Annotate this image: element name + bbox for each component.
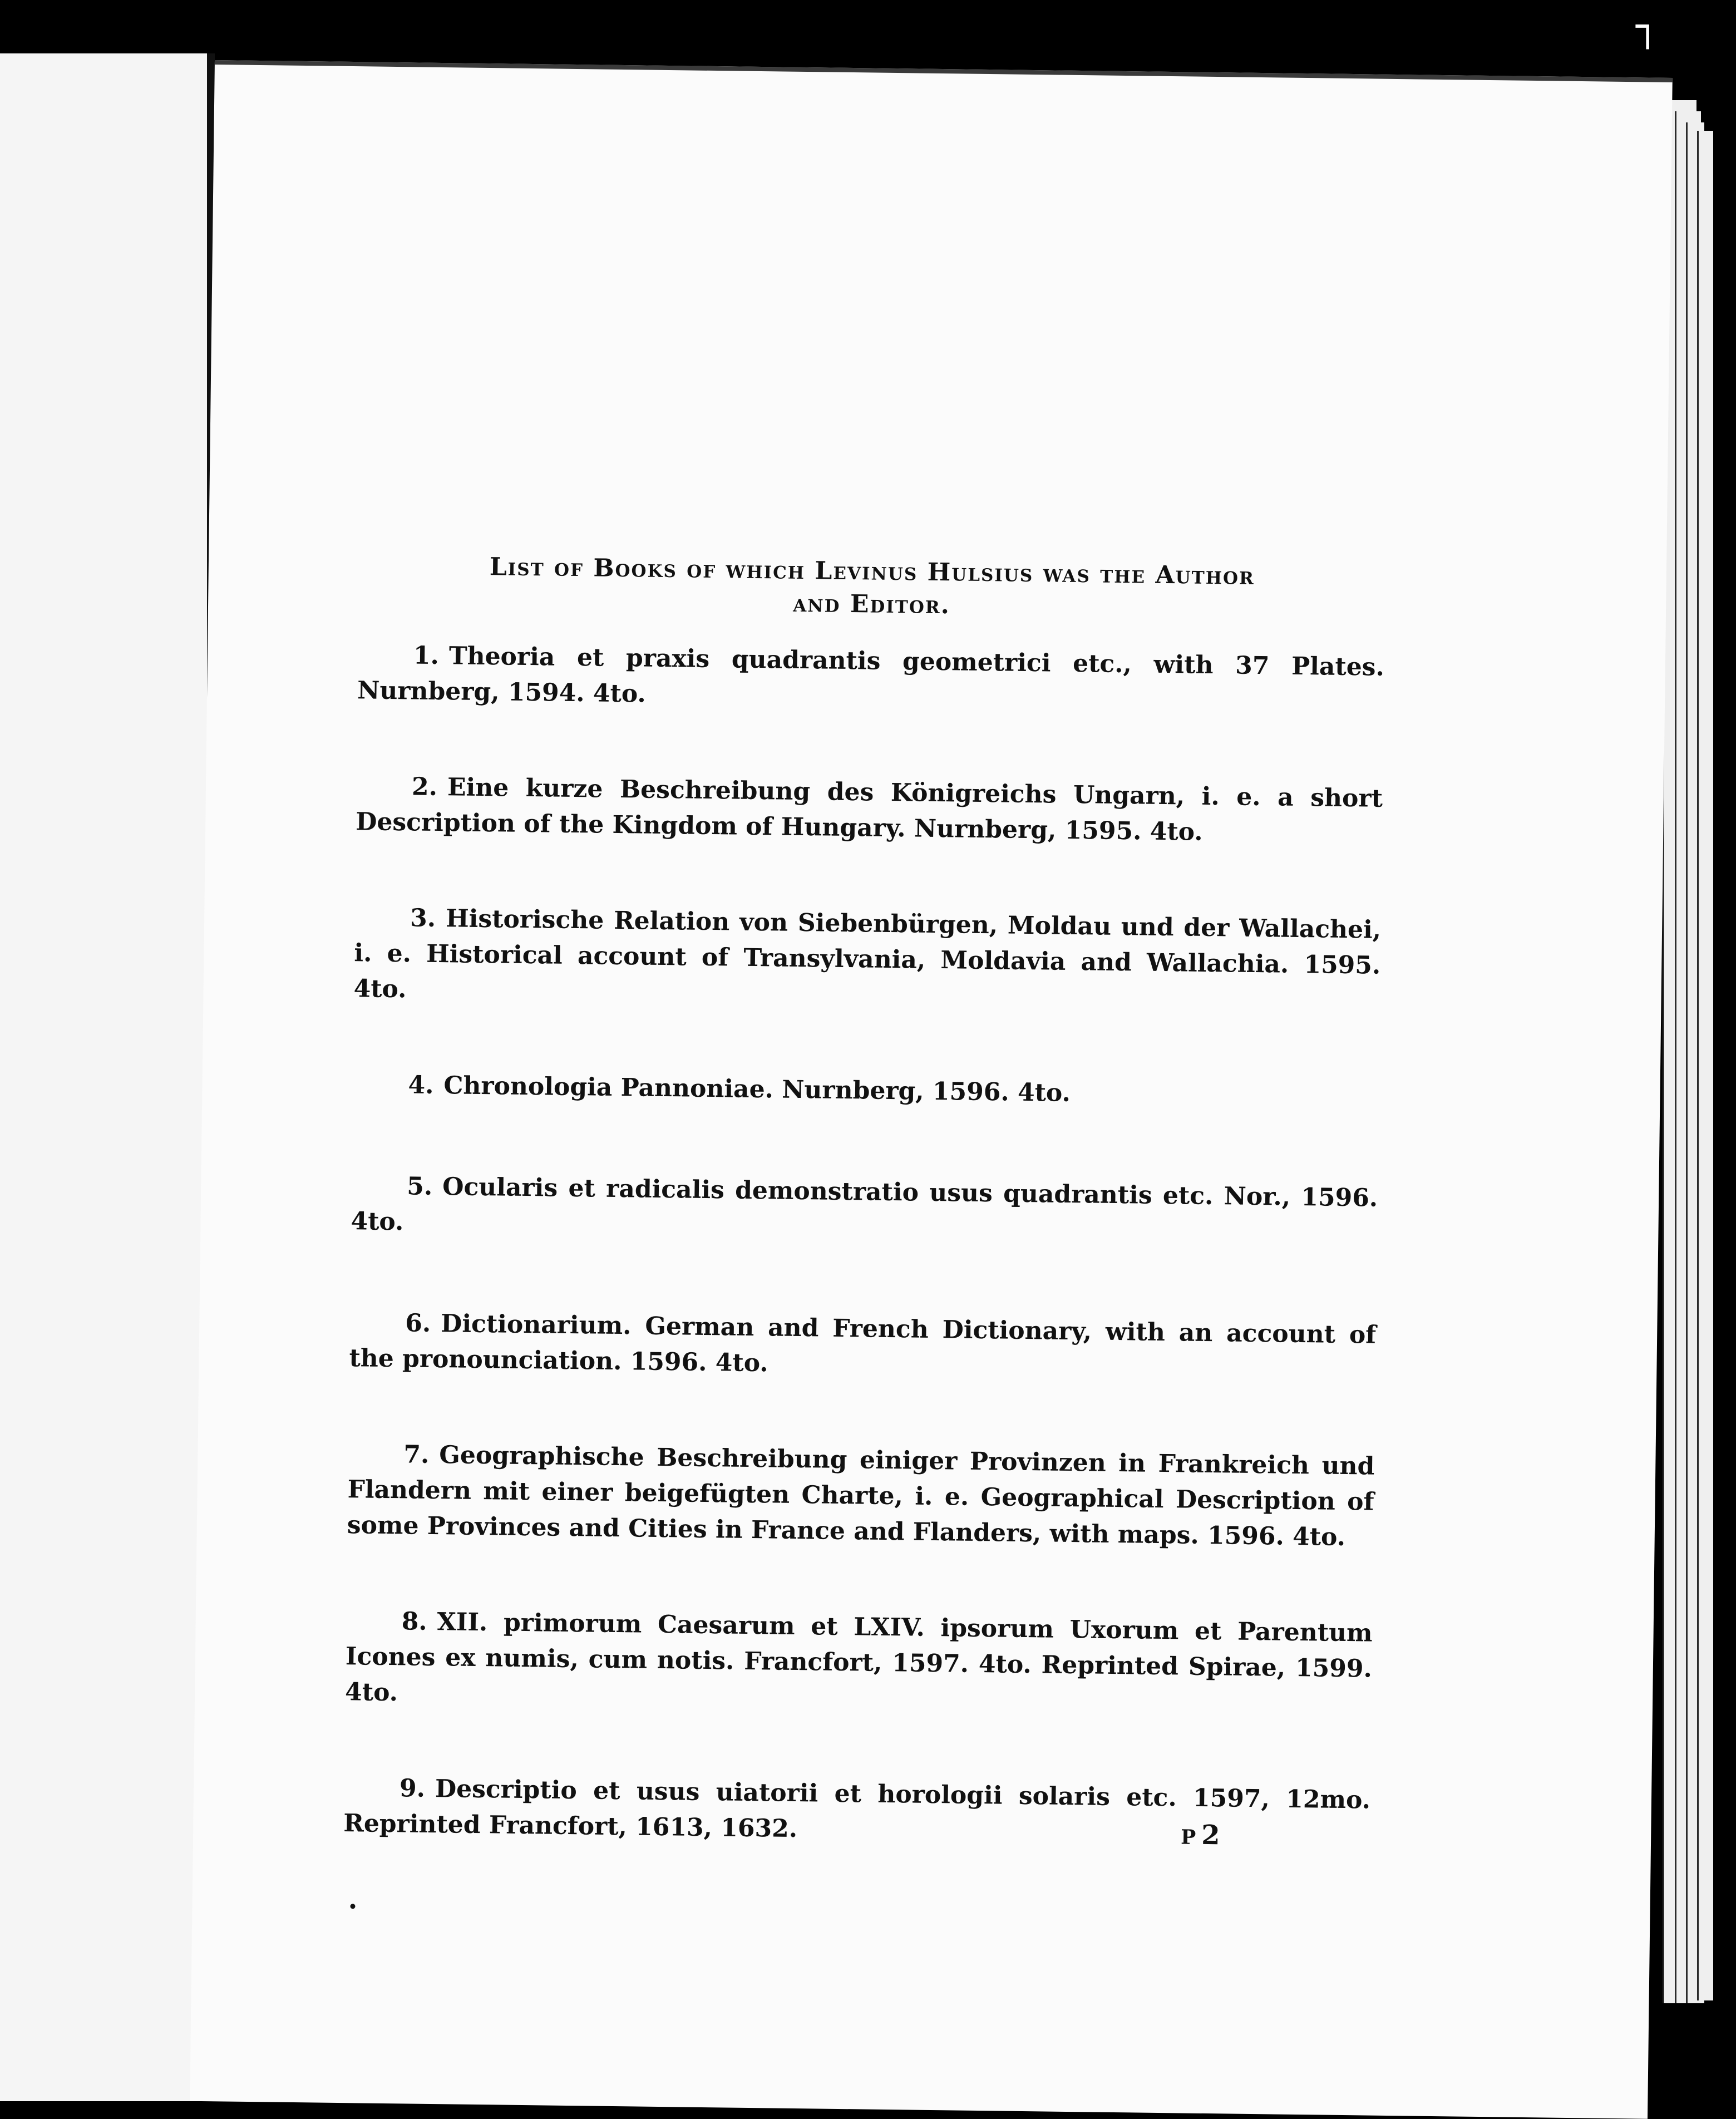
entry-text: Geographische Beschreibung einiger Provinzen in Frankreich und Flandern mit einer beigefügten Charte, i. e. Geographical Description of some Provinces and Cities in France and Flanders, with maps. 1596. 4to.: [347, 1440, 1375, 1551]
title-line-2: and Editor.: [792, 589, 951, 620]
entry-text: Theoria et praxis quadrantis geometrici etc., with 37 Plates. Nurnberg, 1594. 4to.: [357, 642, 1385, 708]
entry-text: Dictionarium. German and French Dictionary, with an account of the pronounciation. 1596. 4to.: [349, 1309, 1377, 1378]
signature-number: 2: [1201, 1819, 1220, 1851]
entry-text: Chronologia Pannoniae. Nurnberg, 1596. 4to.: [443, 1071, 1071, 1107]
entry-text: Descriptio et usus uiatorii et horologii solaris etc. 1597, 12mo. Reprinted Francfort, 1613, 1632.: [343, 1774, 1371, 1843]
book-entry-2: [356, 768, 1383, 852]
book-page: [190, 60, 1673, 2119]
page-edge: [1697, 131, 1713, 2000]
entry-number: 4.: [408, 1071, 434, 1100]
book-list: [343, 637, 1384, 1854]
entry-number: 6.: [405, 1309, 431, 1338]
book-entry-3: [353, 900, 1381, 1019]
corner-bracket-mark: ┐: [1636, 3, 1660, 49]
entry-text: Ocularis et radicalis demonstratio usus quadrantis etc. Nor., 1596. 4to.: [351, 1172, 1378, 1236]
ink-speck: [350, 1904, 355, 1909]
entry-number: 7.: [403, 1440, 430, 1469]
entry-number: 3.: [410, 904, 436, 933]
page-title: [358, 549, 1385, 627]
entry-number: 5.: [406, 1172, 433, 1201]
facing-page: [0, 53, 207, 2101]
entry-text: XII. primorum Caesarum et LXIV. ipsorum Uxorum et Parentum Icones ex numis, cum notis. Francfort, 1597. 4to. Reprinted Spirae, 1599. 4to.: [344, 1607, 1373, 1707]
book-entry-6: [349, 1305, 1376, 1389]
book-entry-1: [357, 637, 1384, 721]
book-entry-4: [352, 1067, 1379, 1115]
entry-text: Eine kurze Beschreibung des Königreichs Ungarn, i. e. a short Description of the Kingdom of Hungary. Nurnberg, 1595. 4to.: [355, 772, 1383, 846]
page-top-rule: [215, 60, 1673, 82]
book-entry-8: [345, 1603, 1373, 1723]
signature-letter: P: [1180, 1825, 1196, 1849]
book-entry-5: [351, 1168, 1378, 1252]
book-entry-7: [347, 1436, 1374, 1556]
title-line-1: List of Books of which Levinus Hulsius was the Author: [489, 553, 1255, 590]
entry-number: 9.: [399, 1774, 426, 1803]
printer-signature-mark: [1181, 1819, 1220, 1851]
entry-text: Historische Relation von Siebenbürgen, Moldau und der Wallachei, i. e. Historical account of Transylvania, Moldavia and Wallachia. 1595. 4to.: [353, 904, 1382, 1004]
page-content: [343, 549, 1386, 1914]
entry-number: 2.: [411, 772, 438, 801]
entry-number: 1.: [413, 641, 440, 670]
entry-number: 8.: [401, 1607, 427, 1636]
